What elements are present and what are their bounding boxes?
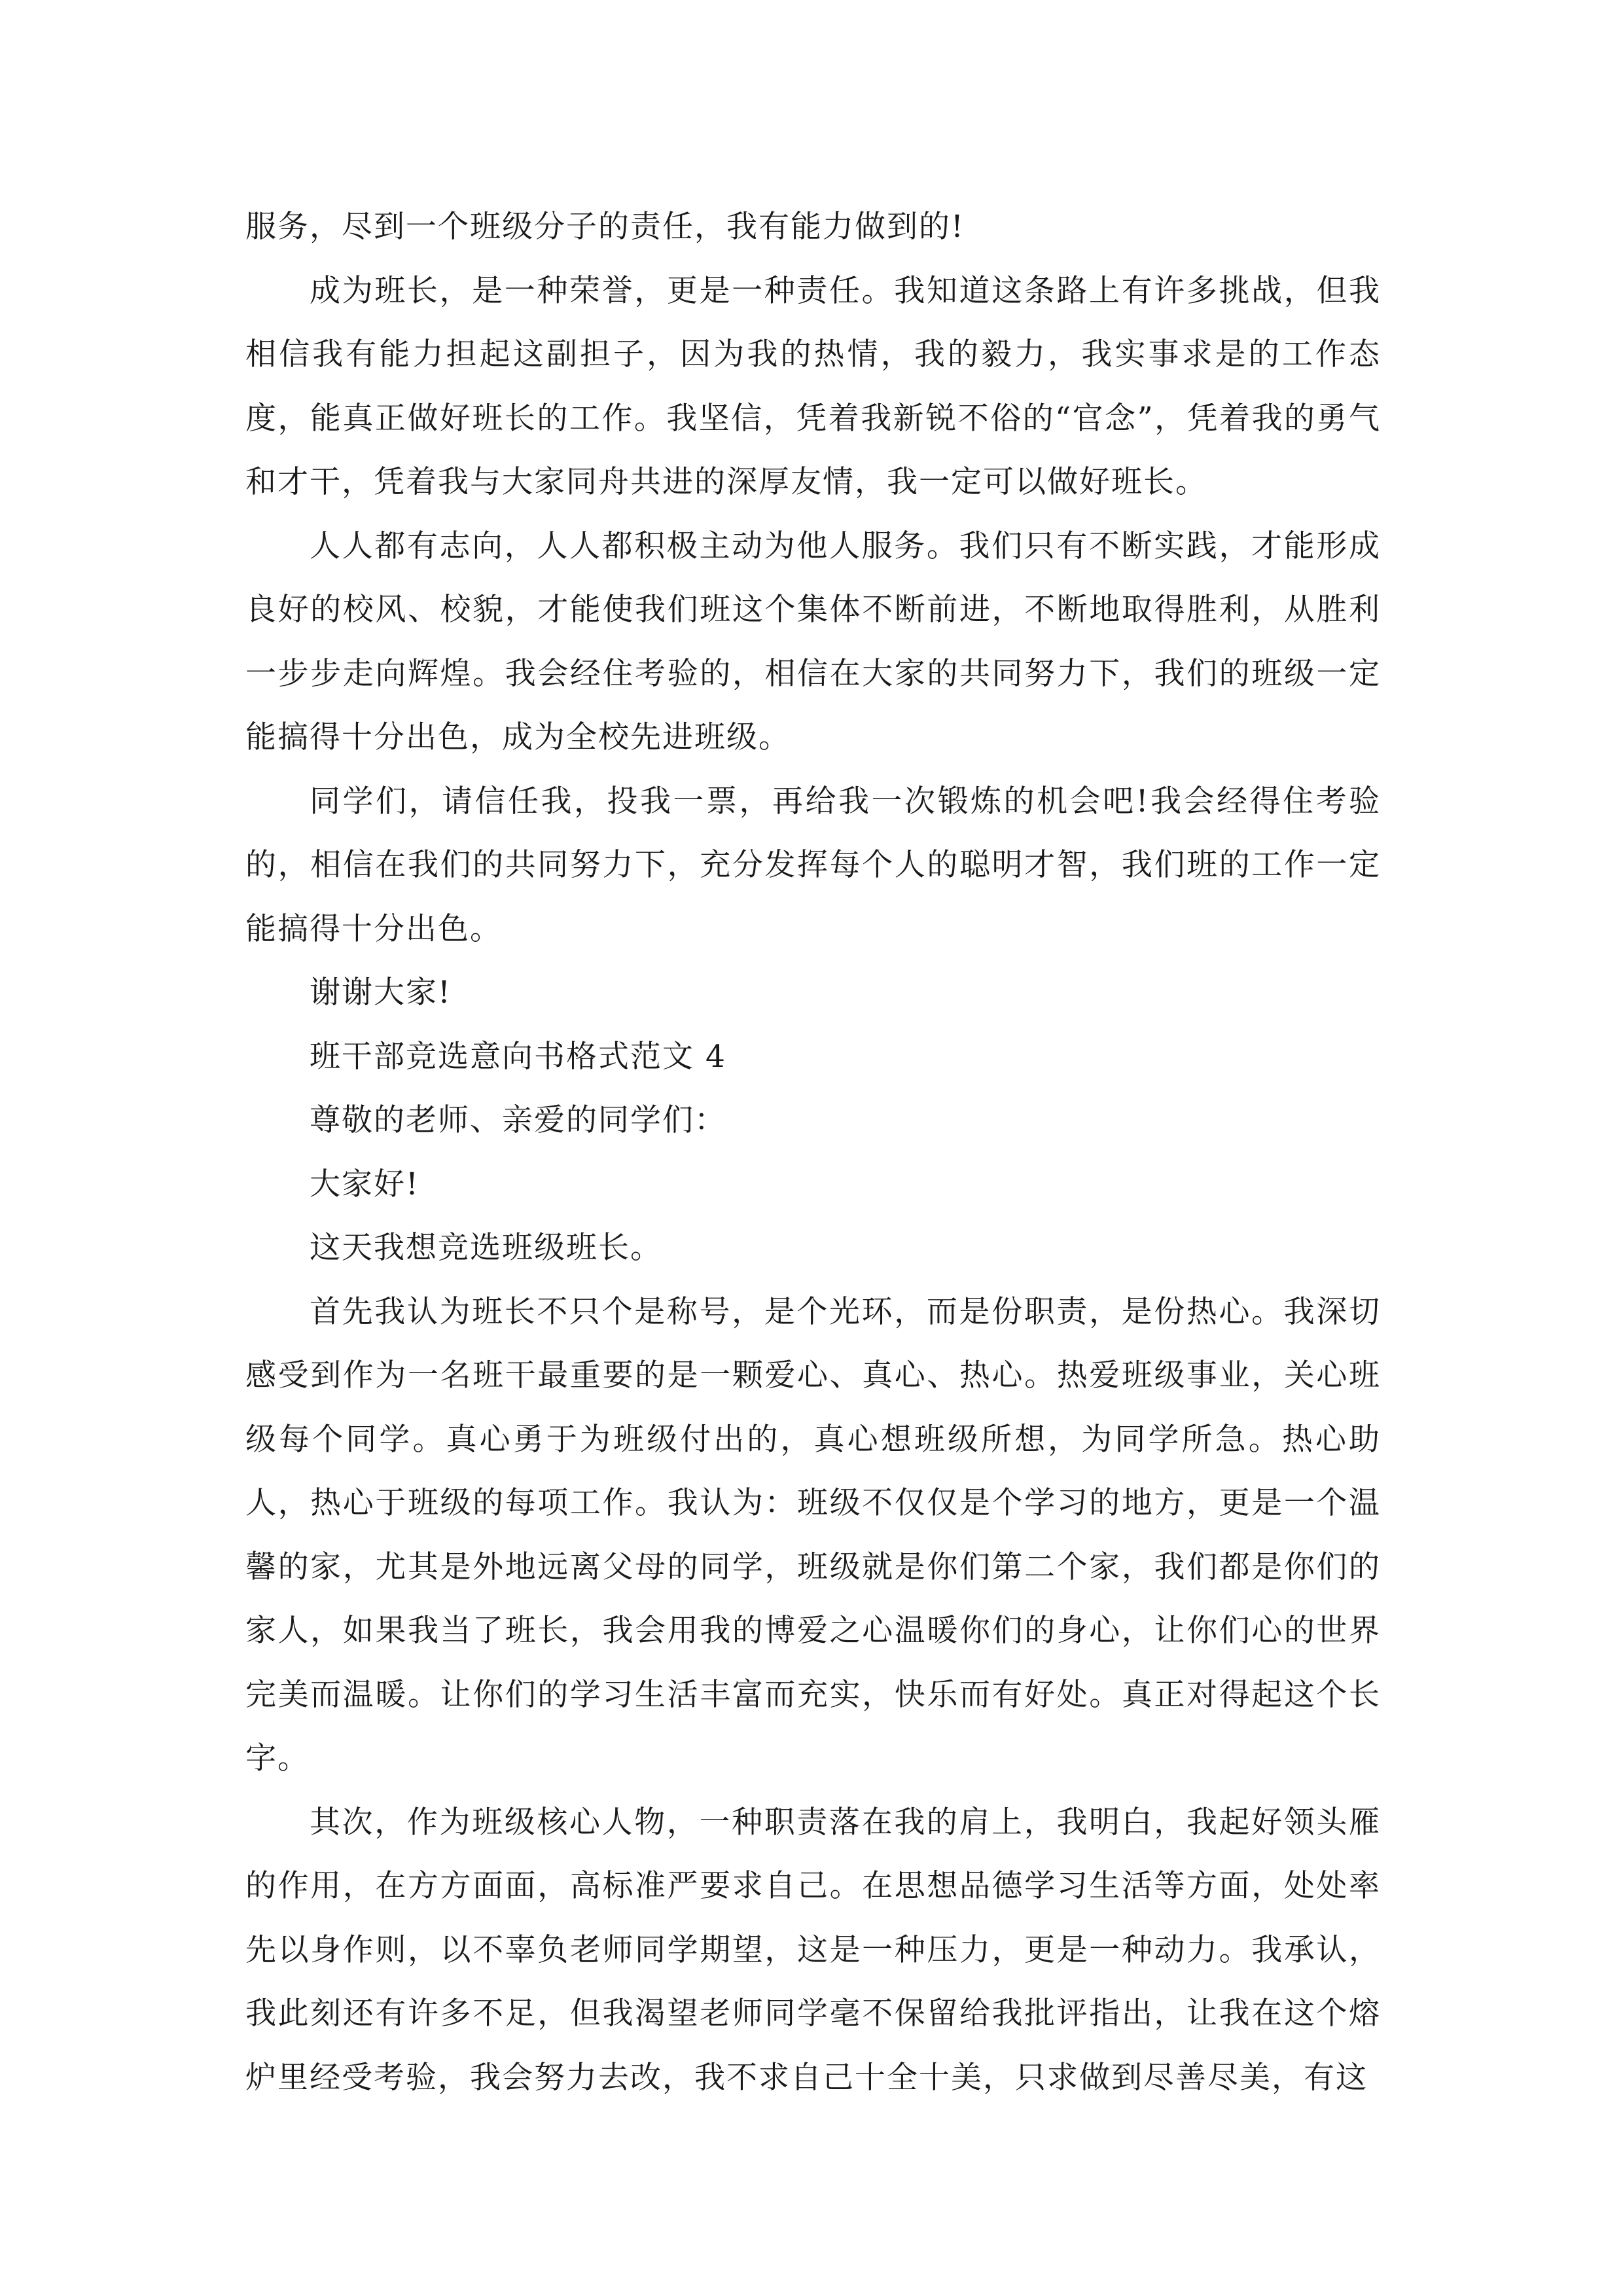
paragraph: 其次，作为班级核心人物，一种职责落在我的肩上，我明白，我起好领头雁的作用，在方方面面，高标准严要求自己。在思想品德学习生活等方面，处处率先以身作则，以不辜负老师同学期望，这是一种压力，更是一种动力。我承认，我此刻还有许多不足，但我渴望老师同学毫不保留给我批评指出，让我在这个熔炉里经受考验，我会努力去改，我不求自己十全十美，只求做到尽善尽美，有这	[245, 1804, 1381, 2096]
salutation: 尊敬的老师、亲爱的同学们：	[310, 1102, 726, 1138]
paragraph: 人人都有志向，人人都积极主动为他人服务。我们只有不断实践，才能形成良好的校风、校貌，才能使我们班这个集体不断前进，不断地取得胜利，从胜利一步步走向辉煌。我会经住考验的，相信在大家的共同努力下，我们的班级一定能搞得十分出色，成为全校先进班级。	[245, 528, 1381, 755]
paragraph: 同学们，请信任我，投我一票，再给我一次锻炼的机会吧!我会经得住考验的，相信在我们的共同努力下，充分发挥每个人的聪明才智，我们班的工作一定能搞得十分出色。	[245, 783, 1381, 947]
document-body	[245, 195, 1381, 2109]
paragraph: 这天我想竞选班级班长。	[310, 1230, 662, 1266]
section-title: 班干部竞选意向书格式范文 4	[310, 1038, 726, 1075]
paragraph: 成为班长，是一种荣誉，更是一种责任。我知道这条路上有许多挑战，但我相信我有能力担起这副担子，因为我的热情，我的毅力，我实事求是的工作态度，能真正做好班长的工作。我坚信，凭着我新锐不俗的“官念”，凭着我的勇气和才干，凭着我与大家同舟共进的深厚友情，我一定可以做好班长。	[245, 272, 1381, 500]
closing-thanks: 谢谢大家!	[310, 975, 452, 1011]
paragraph: 首先我认为班长不只个是称号，是个光环，而是份职责，是份热心。我深切感受到作为一名班干最重要的是一颗爱心、真心、热心。热爱班级事业，关心班级每个同学。真心勇于为班级付出的，真心想班级所想，为同学所急。热心助人，热心于班级的每项工作。我认为：班级不仅仅是个学习的地方，更是一个温馨的家，尤其是外地远离父母的同学，班级就是你们第二个家，我们都是你们的家人，如果我当了班长，我会用我的博爱之心温暖你们的身心，让你们心的世界完美而温暖。让你们的学习生活丰富而充实，快乐而有好处。真正对得起这个长字。	[245, 1293, 1381, 1776]
greeting: 大家好!	[310, 1166, 419, 1202]
paragraph-continuation: 服务，尽到一个班级分子的责任，我有能力做到的!	[245, 209, 965, 245]
